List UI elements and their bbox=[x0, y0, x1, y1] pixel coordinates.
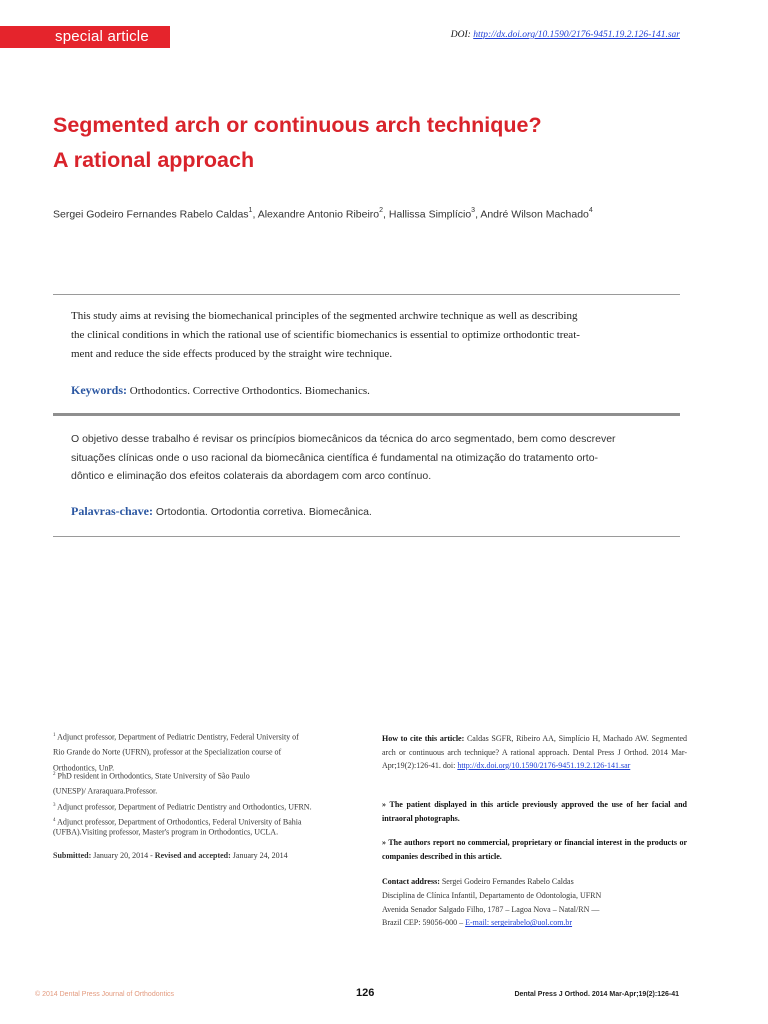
conflict-of-interest-text: » The authors report no commercial, proprietary or financial interest in the products or companies described in this article. bbox=[382, 838, 687, 861]
doi-line bbox=[451, 30, 680, 40]
keywords-english bbox=[71, 383, 370, 398]
page-number: 126 bbox=[356, 987, 375, 999]
abstract-portuguese bbox=[71, 430, 663, 486]
footnote-text: Rio Grande do Norte (UFRN), professor at the Specialization course of bbox=[53, 748, 282, 758]
author-list bbox=[53, 208, 593, 221]
contact-email-link[interactable]: E-mail: sergeirabelo@uol.com.br bbox=[465, 918, 573, 928]
footnote-number: 3 bbox=[53, 802, 56, 808]
contact-line: Avenida Senador Salgado Filho, 1787 – Lagoa Nova – Natal/RN — bbox=[382, 904, 600, 914]
keywords-text: Orthodontics. Corrective Orthodontics. Biomechanics. bbox=[129, 385, 370, 397]
author-affiliation-number: 2 bbox=[379, 207, 384, 214]
citation-doi-link[interactable]: http://dx.doi.org/10.1590/2176-9451.19.2.126-141.sar bbox=[457, 761, 631, 770]
abstract-line: This study aims at revising the biomechanical principles of the segmented archwire technique as well as describing bbox=[71, 310, 578, 322]
author-affiliation-number: 4 bbox=[588, 207, 593, 214]
footnote-line bbox=[53, 729, 353, 744]
contact-line: Disciplina de Clínica Infantil, Departamento de Odontologia, UFRN bbox=[382, 890, 602, 900]
author-affiliation-number: 1 bbox=[248, 207, 253, 214]
article-title bbox=[53, 108, 542, 178]
doi-label: DOI: bbox=[450, 30, 471, 40]
author-name: André Wilson Machado bbox=[480, 208, 589, 221]
footnote-text: Adjunct professor, Department of Pediatric Dentistry, Federal University of bbox=[57, 732, 299, 742]
conflict-of-interest-note bbox=[382, 836, 687, 863]
footnote-text: (UNESP)/ Araraquara.Professor. bbox=[53, 787, 158, 797]
citation-label: How to cite this article: bbox=[382, 734, 465, 743]
affiliation-footnotes bbox=[53, 729, 353, 840]
footnote-number: 1 bbox=[53, 733, 56, 738]
footer-copyright: © 2014 Dental Press Journal of Orthodontics bbox=[35, 991, 175, 998]
submitted-label: Submitted: bbox=[53, 851, 92, 860]
footnote-number: 2 bbox=[53, 771, 56, 777]
abstract-line: ment and reduce the side effects produced by the straight wire technique. bbox=[71, 348, 393, 360]
author-separator: , bbox=[475, 208, 481, 221]
contact-zip: Brazil CEP: 59056-000 – bbox=[382, 918, 466, 928]
abstract-line: O objetivo desse trabalho é revisar os princípios biomecânicos da técnica do arco segmentado, bem como descrever bbox=[71, 433, 616, 445]
contact-address bbox=[382, 875, 687, 930]
footer-journal-reference: Dental Press J Orthod. 2014 Mar-Apr;19(2):126-41 bbox=[514, 991, 679, 998]
footnote-text: PhD resident in Orthodontics, State University of São Paulo bbox=[57, 771, 250, 781]
footnote-text: Orthodontics, UnP. bbox=[53, 763, 115, 773]
author-affiliation-number: 3 bbox=[471, 207, 476, 214]
footnote-line bbox=[53, 783, 353, 798]
abstract-english bbox=[71, 307, 663, 364]
keywords-label: Keywords: bbox=[71, 383, 127, 397]
revised-label: Revised and accepted: bbox=[154, 851, 231, 860]
patient-consent-text: » The patient displayed in this article previously approved the use of her facial and intraoral photographs. bbox=[382, 800, 687, 823]
author-separator: , bbox=[252, 208, 258, 221]
abstract-line: the clinical conditions in which the rational use of scientific biomechanics is essential to optimize orthodontic treat- bbox=[71, 329, 580, 341]
footnote-line bbox=[53, 760, 353, 773]
author-name: Alexandre Antonio Ribeiro bbox=[257, 208, 380, 221]
contact-name: Sergei Godeiro Fernandes Rabelo Caldas bbox=[441, 877, 574, 886]
contact-line bbox=[382, 916, 687, 930]
citation-block bbox=[382, 732, 687, 773]
keywords-label: Palavras-chave: bbox=[71, 504, 153, 518]
footnote-line bbox=[53, 744, 353, 759]
divider bbox=[53, 536, 680, 537]
divider bbox=[53, 294, 680, 295]
footnote-line bbox=[53, 799, 353, 814]
section-tag-label: special article bbox=[55, 28, 149, 45]
doi-link[interactable]: http://dx.doi.org/10.1590/2176-9451.19.2.126-141.sar bbox=[473, 30, 680, 40]
contact-line bbox=[382, 875, 687, 889]
keywords-portuguese bbox=[71, 504, 372, 519]
patient-consent-note bbox=[382, 798, 687, 825]
citation-text: Caldas SGFR, Ribeiro AA, Simplício H, Machado AW. Segmented arch or continuous arch technique? A rational approach. Dental Press J Orthod. 2014 Mar-Apr;19(2):126-41. doi: bbox=[382, 734, 688, 770]
author-name: Sergei Godeiro Fernandes Rabelo Caldas bbox=[53, 208, 249, 221]
footnote-line bbox=[53, 814, 353, 827]
author-separator: , bbox=[383, 208, 389, 221]
footnote-number: 4 bbox=[53, 818, 56, 824]
footnote-text: Adjunct professor, Department of Orthodontics, Federal University of Bahia bbox=[57, 817, 302, 827]
footnote-text: (UFBA).Visiting professor, Master's program in Orthodontics, UCLA. bbox=[53, 827, 279, 837]
revised-date: January 24, 2014 bbox=[232, 851, 288, 860]
footnote-line bbox=[53, 824, 353, 839]
contact-label: Contact address: bbox=[382, 877, 440, 886]
submission-dates: Submitted: January 20, 2014 - Revised and accepted: January 24, 2014 bbox=[53, 851, 288, 860]
keywords-text: Ortodontia. Ortodontia corretiva. Biomecânica. bbox=[155, 506, 372, 518]
title-line-2: A rational approach bbox=[53, 148, 255, 172]
title-line-1: Segmented arch or continuous arch technique? bbox=[53, 113, 542, 137]
author-name: Hallissa Simplício bbox=[388, 208, 472, 221]
divider-thick bbox=[53, 413, 680, 416]
submitted-date: January 20, 2014 bbox=[93, 851, 149, 860]
abstract-line: situações clínicas onde o uso racional da biomecânica científica é fundamental na otimização do tratamento orto- bbox=[71, 451, 599, 464]
footnote-text: Adjunct professor, Department of Pediatric Dentistry and Orthodontics, UFRN. bbox=[57, 802, 312, 812]
abstract-line: dôntico e eliminação dos efeitos colaterais da abordagem com arco contínuo. bbox=[71, 470, 432, 482]
footnote-line bbox=[53, 768, 353, 783]
